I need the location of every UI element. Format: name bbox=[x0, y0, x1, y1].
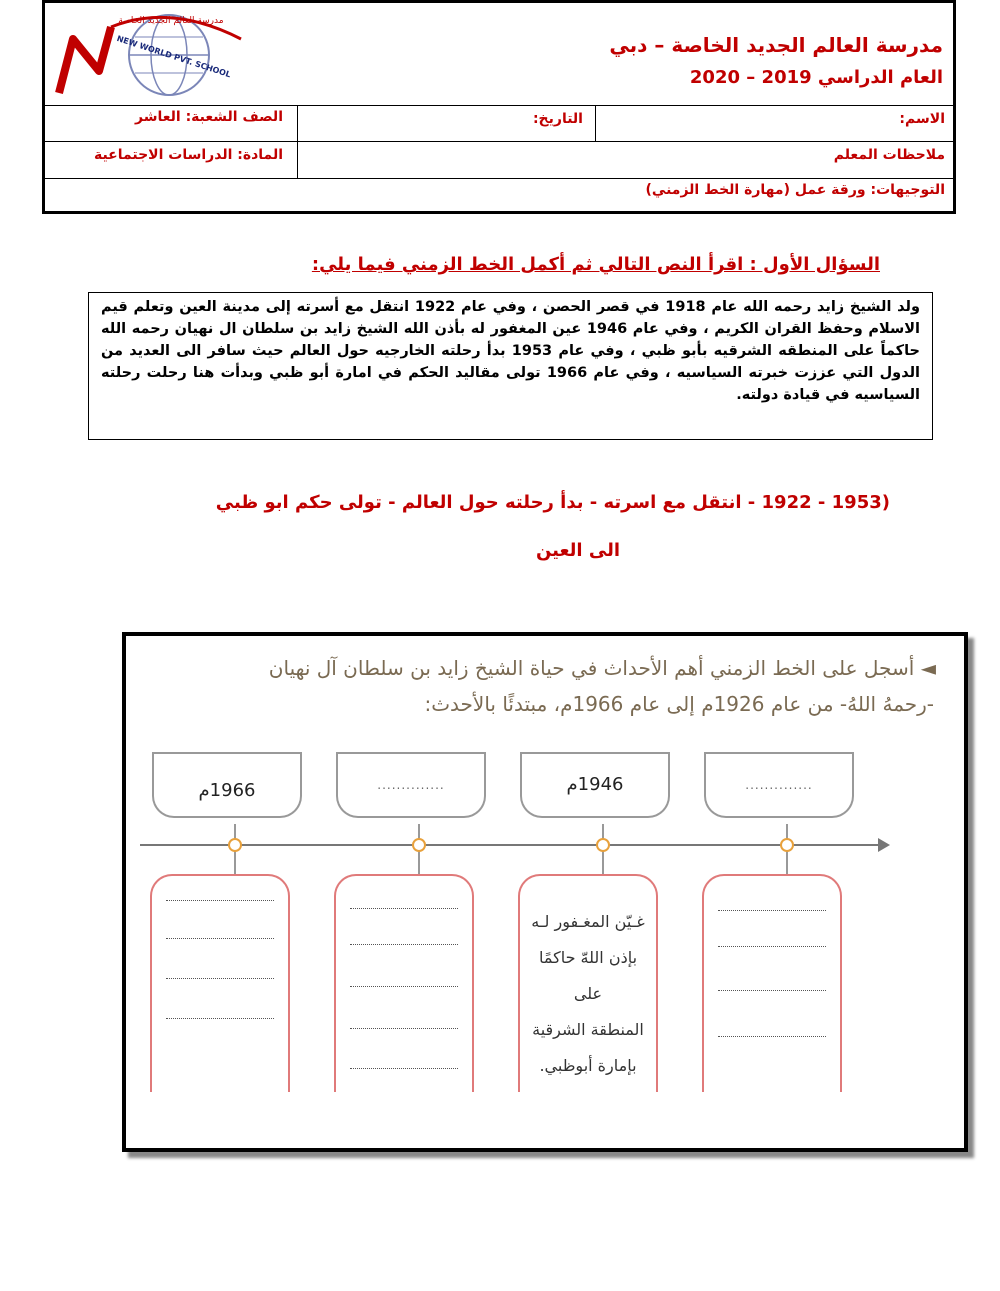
write-line[interactable] bbox=[718, 990, 826, 991]
event-text-line: غـيّن المغـفور لـه bbox=[531, 912, 645, 931]
timeline-node-icon bbox=[228, 838, 242, 852]
year-card-blank: .............. bbox=[745, 778, 813, 792]
write-line[interactable] bbox=[166, 938, 274, 939]
academic-year: العام الدراسي 2019 – 2020 bbox=[689, 67, 943, 88]
teacher-notes-label: ملاحظات المعلم bbox=[833, 147, 945, 163]
axis-arrow-icon bbox=[878, 838, 890, 852]
year-card-text: 1966م bbox=[198, 780, 256, 801]
event-card-1[interactable] bbox=[150, 874, 290, 1092]
timeline-axis bbox=[140, 844, 880, 846]
worksheet-header bbox=[42, 0, 956, 214]
timeline-instruction-line1: ◄ أسجل على الخط الزمني أهم الأحداث في حياة الشيخ زايد بن سلطان آل نهيان bbox=[268, 656, 936, 680]
write-line[interactable] bbox=[166, 1018, 274, 1019]
header-name-row bbox=[45, 105, 953, 142]
write-line[interactable] bbox=[350, 1028, 458, 1029]
event-text-line: بإمارة أبوظبي. bbox=[539, 1056, 637, 1075]
logo-arabic-text: مدرسة العالم الجديد الخاصة bbox=[118, 16, 224, 26]
event-card-4[interactable] bbox=[702, 874, 842, 1092]
write-line[interactable] bbox=[350, 986, 458, 987]
divider bbox=[297, 141, 298, 178]
year-card-blank: .............. bbox=[377, 778, 445, 792]
write-line[interactable] bbox=[718, 1036, 826, 1037]
write-line[interactable] bbox=[166, 978, 274, 979]
event-text-line: المنطقة الشرقية bbox=[532, 1020, 644, 1039]
write-line[interactable] bbox=[166, 900, 274, 901]
event-card-2[interactable] bbox=[334, 874, 474, 1092]
event-card-3 bbox=[518, 874, 658, 1092]
timeline-instruction-line2: -رحمهُ اللهُ- من عام 1926م إلى عام 1966م، مبتدئًا بالأحدث: bbox=[424, 692, 934, 716]
logo-english-text: NEW WORLD PVT. SCHOOL bbox=[115, 33, 232, 80]
school-name: مدرسة العالم الجديد الخاصة – دبي bbox=[609, 33, 943, 57]
name-field-label[interactable]: الاسم: bbox=[899, 111, 945, 127]
year-card-4[interactable] bbox=[704, 752, 854, 818]
date-field-label[interactable]: التاريخ: bbox=[532, 111, 583, 127]
reading-passage: ولد الشيخ زايد رحمه الله عام 1918 في قصر الحصن ، وفي عام 1922 انتقل مع أسرته إلى مدينة العين وتعلم قيم الاسلام وحفظ القران الكريم ، وفي عام 1946 عين المغفور له بأذن الله الشيخ زايد بن سلطان ال نهيان رحمه الله حاكماً على المنطقه الشرقيه بأبو ظبي ، وفي عام 1953 بدأ رحلته الخارجيه حول العالم حيث سافر الى العديد من الدول التي عززت خبرته السياسيه ، وفي عام 1966 تولى مقاليد الحكم في امارة أبو ظبي وبدأت هنا رحلت رحلته السياسيه في قيادة دولته. bbox=[88, 292, 933, 440]
write-line[interactable] bbox=[350, 1068, 458, 1069]
event-text bbox=[526, 904, 650, 1084]
header-title-row bbox=[45, 3, 953, 106]
year-card-1[interactable] bbox=[152, 752, 302, 818]
divider bbox=[595, 105, 596, 141]
class-label: الصف الشعبة: العاشر bbox=[135, 109, 283, 125]
question-title: السؤال الأول : اقرأ النص التالي ثم أكمل الخط الزمني فيما يلي: bbox=[311, 254, 880, 275]
write-line[interactable] bbox=[350, 908, 458, 909]
write-line[interactable] bbox=[718, 946, 826, 947]
year-card-3[interactable] bbox=[520, 752, 670, 818]
directions-label: التوجيهات: ورقة عمل (مهارة الخط الزمني) bbox=[645, 182, 945, 198]
school-logo-icon bbox=[51, 9, 251, 101]
timeline-node-icon bbox=[412, 838, 426, 852]
timeline-node-icon bbox=[596, 838, 610, 852]
divider bbox=[297, 105, 298, 141]
answer-choices-line2: الى العين bbox=[535, 540, 620, 561]
write-line[interactable] bbox=[350, 944, 458, 945]
answer-choices-line1: (1953 - 1922 - انتقل مع اسرته - بدأ رحلته حول العالم - تولى حكم ابو ظبي bbox=[215, 492, 890, 513]
subject-label: المادة: الدراسات الاجتماعية bbox=[93, 147, 283, 163]
event-text-line: بإذن اللهّ حاكمًا على bbox=[538, 948, 638, 1003]
header-directions-row bbox=[45, 178, 953, 211]
write-line[interactable] bbox=[718, 910, 826, 911]
year-card-2[interactable] bbox=[336, 752, 486, 818]
header-notes-row bbox=[45, 141, 953, 179]
year-card-text: 1946م bbox=[566, 774, 624, 795]
timeline-node-icon bbox=[780, 838, 794, 852]
